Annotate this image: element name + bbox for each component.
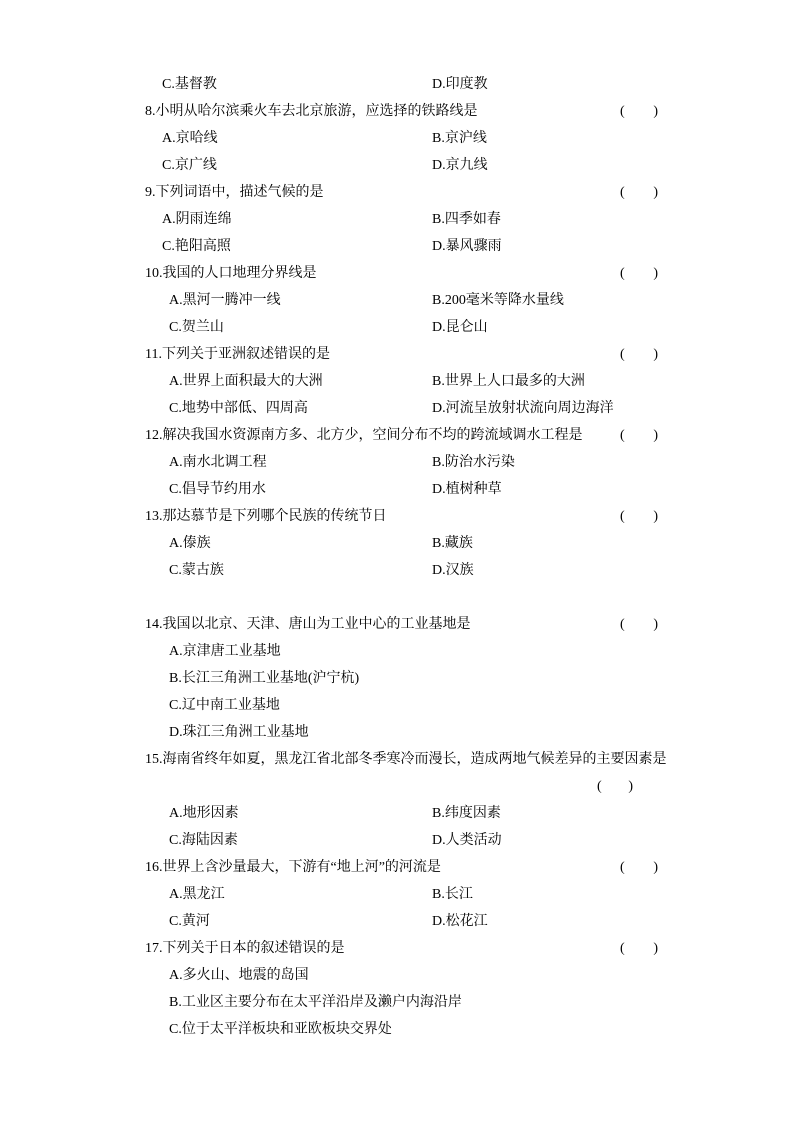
answer-brackets: ( ) (597, 779, 633, 794)
option: A.地形因素 (169, 806, 239, 821)
option-row (0, 233, 794, 260)
question-number: 16. (145, 860, 163, 875)
option-row (0, 530, 794, 557)
option: C.倡导节约用水 (169, 482, 266, 497)
answer-brackets: ( ) (620, 509, 658, 524)
option: B.200毫米等降水量线 (432, 293, 564, 308)
option-row (0, 368, 794, 395)
question-15 (0, 746, 794, 854)
question-stem-line (0, 260, 794, 287)
option-row (0, 125, 794, 152)
question-number: 11. (145, 347, 162, 362)
option: A.世界上面积最大的大洲 (169, 374, 323, 389)
option-row (0, 152, 794, 179)
option: C.基督教 (162, 77, 217, 92)
option-row (0, 638, 794, 665)
question-stem: 我国的人口地理分界线是 (162, 266, 317, 281)
question-11 (0, 341, 794, 422)
option: B.防治水污染 (432, 455, 515, 470)
question-stem: 小明从哈尔滨乘火车去北京旅游，应选择的铁路线是 (155, 104, 478, 119)
question-16 (0, 854, 794, 935)
question-stem-line (0, 179, 794, 206)
option-row (0, 395, 794, 422)
option: C.位于太平洋板块和亚欧板块交界处 (169, 1022, 392, 1037)
question-number: 10. (145, 266, 163, 281)
question-stem: 我国以北京、天津、唐山为工业中心的工业基地是 (162, 617, 471, 632)
option: D.植树种草 (432, 482, 502, 497)
answer-brackets: ( ) (620, 185, 658, 200)
option: D.暴风骤雨 (432, 239, 502, 254)
question-17 (0, 935, 794, 1043)
option: A.京津唐工业基地 (169, 644, 281, 659)
option: B.纬度因素 (432, 806, 501, 821)
answer-brackets: ( ) (620, 347, 658, 362)
option: A.黑河一腾冲一线 (169, 293, 281, 308)
question-stem-line (0, 503, 794, 530)
option-row (0, 800, 794, 827)
question-stem: 下列词语中，描述气候的是 (155, 185, 324, 200)
option: D.印度教 (432, 77, 488, 92)
answer-brackets: ( ) (620, 266, 658, 281)
question-stem: 海南省终年如夏，黑龙江省北部冬季寒冷而漫长，造成两地气候差异的主要因素是 (162, 752, 667, 767)
question-stem-line (0, 611, 794, 638)
answer-brackets: ( ) (620, 617, 658, 632)
question-number: 17. (145, 941, 163, 956)
option: D.河流呈放射状流向周边海洋 (432, 401, 614, 416)
answer-brackets: ( ) (620, 104, 658, 119)
option-row (0, 692, 794, 719)
option: A.南水北调工程 (169, 455, 267, 470)
question-number: 9. (145, 185, 156, 200)
option: B.世界上人口最多的大洲 (432, 374, 585, 389)
question-stem-line (0, 341, 794, 368)
blank-line (0, 584, 794, 611)
question-14 (0, 611, 794, 746)
question-number: 14. (145, 617, 163, 632)
answer-brackets-line (0, 773, 794, 800)
option-row (0, 665, 794, 692)
question-stem-line (0, 854, 794, 881)
question-stem-line (0, 746, 794, 773)
question-stem: 下列关于日本的叙述错误的是 (162, 941, 345, 956)
question-stem: 世界上含沙量最大，下游有“地上河”的河流是 (162, 860, 441, 875)
question-7-option-row (0, 71, 794, 98)
option-row (0, 557, 794, 584)
question-12 (0, 422, 794, 503)
question-number: 8. (145, 104, 156, 119)
option: C.京广线 (162, 158, 217, 173)
option: B.长江三角洲工业基地(沪宁杭) (169, 671, 360, 686)
option: C.蒙古族 (169, 563, 224, 578)
option: C.地势中部低、四周高 (169, 401, 308, 416)
question-stem: 那达慕节是下列哪个民族的传统节日 (162, 509, 387, 524)
option-row (0, 287, 794, 314)
question-9 (0, 179, 794, 260)
option: D.松花江 (432, 914, 488, 929)
question-stem-line (0, 935, 794, 962)
option-row (0, 989, 794, 1016)
option: B.藏族 (432, 536, 473, 551)
question-8 (0, 98, 794, 179)
option: C.辽中南工业基地 (169, 698, 280, 713)
option: A.黑龙江 (169, 887, 225, 902)
question-stem: 下列关于亚洲叙述错误的是 (161, 347, 330, 362)
question-stem-line (0, 98, 794, 125)
option: A.傣族 (169, 536, 211, 551)
option-row (0, 1016, 794, 1043)
question-number: 15. (145, 752, 163, 767)
option-row (0, 962, 794, 989)
question-stem-line (0, 422, 794, 449)
question-stem: 解决我国水资源南方多、北方少，空间分布不均的跨流域调水工程是 (162, 428, 583, 443)
option: B.四季如春 (432, 212, 501, 227)
option: B.工业区主要分布在太平洋沿岸及濑户内海沿岸 (169, 995, 462, 1010)
answer-brackets: ( ) (620, 428, 658, 443)
option: C.贺兰山 (169, 320, 224, 335)
option: D.汉族 (432, 563, 474, 578)
option: B.长江 (432, 887, 473, 902)
option-row (0, 908, 794, 935)
option: D.珠江三角洲工业基地 (169, 725, 309, 740)
option-row (0, 476, 794, 503)
option: A.多火山、地震的岛国 (169, 968, 309, 983)
option-row (0, 314, 794, 341)
option: D.昆仑山 (432, 320, 488, 335)
option-row (0, 719, 794, 746)
option-row (0, 449, 794, 476)
answer-brackets: ( ) (620, 941, 658, 956)
option-row (0, 881, 794, 908)
option-row (0, 206, 794, 233)
option: C.海陆因素 (169, 833, 238, 848)
answer-brackets: ( ) (620, 860, 658, 875)
option: C.黄河 (169, 914, 210, 929)
question-number: 12. (145, 428, 163, 443)
option: B.京沪线 (432, 131, 487, 146)
exam-content (0, 71, 794, 1043)
question-10 (0, 260, 794, 341)
option: D.京九线 (432, 158, 488, 173)
option-row (0, 827, 794, 854)
option: C.艳阳高照 (162, 239, 231, 254)
option: A.阴雨连绵 (162, 212, 232, 227)
question-13 (0, 503, 794, 584)
option: A.京哈线 (162, 131, 218, 146)
question-number: 13. (145, 509, 163, 524)
option: D.人类活动 (432, 833, 502, 848)
